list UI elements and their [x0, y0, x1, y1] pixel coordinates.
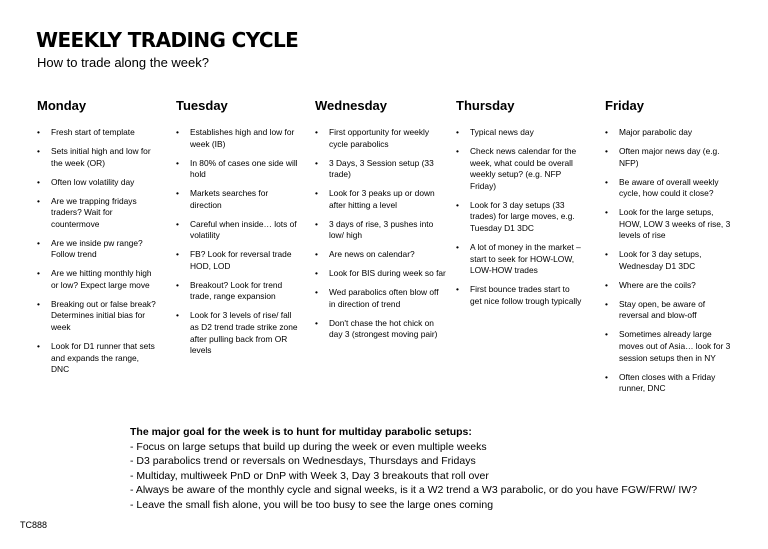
- summary-block: [130, 425, 697, 513]
- list-item: • A lot of money in the market – start to seek for HOW-LOW, LOW-HOW trades: [456, 242, 582, 277]
- day-points-list: [456, 127, 582, 307]
- list-item: • Are we hitting monthly high or low? Expect large move: [37, 268, 159, 291]
- list-item: • Breakout? Look for trend trade, range expansion: [176, 280, 300, 303]
- day-column-monday: [37, 98, 159, 383]
- list-item: • Stay open, be aware of reversal and blow-off: [605, 299, 735, 322]
- day-column-friday: [605, 98, 735, 402]
- list-item: • Are news on calendar?: [315, 249, 447, 261]
- list-item: • Are we trapping fridays traders? Wait for countermove: [37, 196, 159, 231]
- day-heading: Friday: [605, 98, 645, 113]
- list-item: • Markets searches for direction: [176, 188, 300, 211]
- day-points-list: [176, 127, 300, 357]
- list-item: • Don't chase the hot chick on day 3 (strongest moving pair): [315, 318, 447, 341]
- summary-line: - D3 parabolics trend or reversals on Wednesdays, Thursdays and Fridays: [130, 455, 476, 468]
- list-item: • First bounce trades start to get nice follow trough typically: [456, 284, 582, 307]
- list-item: • Check news calendar for the week, what could be overall weekly setup? (e.g. NFP Friday): [456, 146, 582, 192]
- day-column-wednesday: [315, 98, 447, 348]
- summary-heading: The major goal for the week is to hunt for multiday parabolic setups:: [130, 426, 472, 438]
- list-item: • Often closes with a Friday runner, DNC: [605, 372, 735, 395]
- list-item: • In 80% of cases one side will hold: [176, 158, 300, 181]
- summary-line: - Always be aware of the monthly cycle and signal weeks, is it a W2 trend a W3 parabolic, or do you have FGW/FRW/ IW?: [130, 484, 698, 497]
- day-points-list: [37, 127, 159, 376]
- page-subtitle: How to trade along the week?: [37, 55, 209, 70]
- list-item: • Wed parabolics often blow off in direction of trend: [315, 287, 447, 310]
- list-item: • Sets initial high and low for the week (OR): [37, 146, 159, 169]
- list-item: • Major parabolic day: [605, 127, 735, 139]
- summary-line: - Leave the small fish alone, you will be too busy to see the large ones coming: [130, 498, 494, 511]
- day-heading: Thursday: [456, 98, 515, 113]
- list-item: • Are we inside pw range? Follow trend: [37, 238, 159, 261]
- list-item: • Often major news day (e.g. NFP): [605, 146, 735, 169]
- day-points-list: [605, 127, 735, 395]
- list-item: • Typical news day: [456, 127, 582, 139]
- day-column-thursday: [456, 98, 582, 315]
- day-heading: Monday: [37, 98, 87, 113]
- list-item: • Where are the coils?: [605, 280, 735, 292]
- list-item: • Fresh start of template: [37, 127, 159, 139]
- list-item: • FB? Look for reversal trade HOD, LOD: [176, 249, 300, 272]
- list-item: • Look for the large setups, HOW, LOW 3 weeks of rise, 3 levels of rise: [605, 207, 735, 242]
- summary-line: - Focus on large setups that build up during the week or even multiple weeks: [130, 440, 487, 453]
- list-item: • Look for 3 day setups (33 trades) for large moves, e.g. Tuesday D1 3DC: [456, 200, 582, 235]
- day-heading: Wednesday: [315, 98, 388, 113]
- list-item: • 3 Days, 3 Session setup (33 trade): [315, 158, 447, 181]
- list-item: • Be aware of overall weekly cycle, how could it close?: [605, 177, 735, 200]
- list-item: • Look for 3 day setups, Wednesday D1 3DC: [605, 249, 735, 272]
- list-item: • Careful when inside… lots of volatility: [176, 219, 300, 242]
- list-item: • 3 days of rise, 3 pushes into low/ high: [315, 219, 447, 242]
- day-column-tuesday: [176, 98, 300, 364]
- list-item: • First opportunity for weekly cycle parabolics: [315, 127, 447, 150]
- list-item: • Sometimes already large moves out of Asia… look for 3 session setups then in NY: [605, 329, 735, 364]
- list-item: • Look for 3 levels of rise/ fall as D2 trend trade strike zone after pulling back from OR levels: [176, 310, 300, 356]
- summary-list: [130, 440, 697, 513]
- summary-line: - Multiday, multiweek PnD or DnP with Week 3, Day 3 breakouts that roll over: [130, 469, 489, 482]
- list-item: • Look for BIS during week so far: [315, 268, 447, 280]
- list-item: • Look for 3 peaks up or down after hitting a level: [315, 188, 447, 211]
- footer-code: TC888: [20, 520, 48, 530]
- page-title: WEEKLY TRADING CYCLE: [36, 28, 299, 52]
- list-item: • Look for D1 runner that sets and expands the range, DNC: [37, 341, 159, 376]
- list-item: • Often low volatility day: [37, 177, 159, 189]
- list-item: • Breaking out or false break? Determines initial bias for week: [37, 299, 159, 334]
- day-heading: Tuesday: [176, 98, 228, 113]
- day-points-list: [315, 127, 447, 341]
- list-item: • Establishes high and low for week (IB): [176, 127, 300, 150]
